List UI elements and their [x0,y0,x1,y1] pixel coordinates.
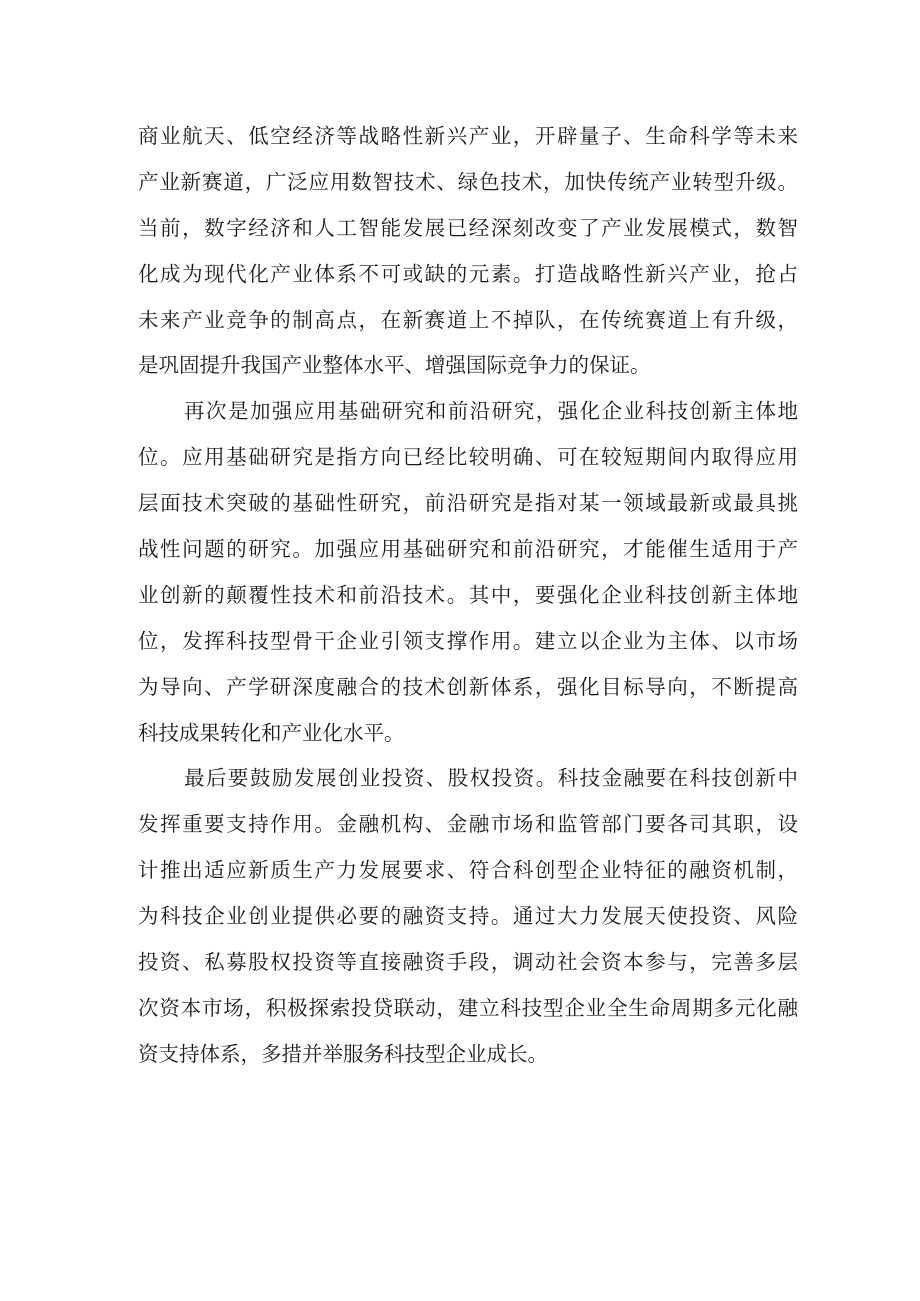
paragraph-2 [138,389,798,756]
text-line: 业创新的颠覆性技术和前沿技术。其中，要强化企业科技创新主体地 [138,582,798,607]
text-line: 次资本市场，积极探索投贷联动，建立科技型企业全生命周期多元化融 [138,995,798,1020]
text-line: 是巩固提升我国产业整体水平、增强国际竞争力的保证。 [138,353,651,378]
text-line: 产业新赛道，广泛应用数智技术、绿色技术，加快传统产业转型升级。 [138,169,798,194]
text-line: 为导向、产学研深度融合的技术创新体系，强化目标导向，不断提高 [138,674,798,699]
text-line: 最后要鼓励发展创业投资、股权投资。科技金融要在科技创新中 [184,766,798,791]
text-line: 科技成果转化和产业化水平。 [138,720,405,745]
text-line: 未来产业竞争的制高点，在新赛道上不掉队，在传统赛道上有升级， [138,307,798,332]
text-line: 当前，数字经济和人工智能发展已经深刻改变了产业发展模式，数智 [138,215,798,240]
text-line: 战性问题的研究。加强应用基础研究和前沿研究，才能催生适用于产 [138,537,798,562]
text-line: 发挥重要支持作用。金融机构、金融市场和监管部门要各司其职，设 [138,812,798,837]
text-line: 资支持体系，多措并举服务科技型企业成长。 [138,1041,548,1066]
text-line: 位，发挥科技型骨干企业引领支撑作用。建立以企业为主体、以市场 [138,628,798,653]
text-line: 商业航天、低空经济等战略性新兴产业，开辟量子、生命科学等未来 [138,124,798,148]
text-line: 投资、私募股权投资等直接融资手段，调动社会资本参与，完善多层 [138,950,798,975]
paragraph-3 [138,756,798,1077]
text-line: 化成为现代化产业体系不可或缺的元素。打造战略性新兴产业，抢占 [138,261,798,286]
text-line: 层面技术突破的基础性研究，前沿研究是指对某一领域最新或最具挑 [138,491,798,516]
text-line: 为科技企业创业提供必要的融资支持。通过大力发展天使投资、风险 [138,904,798,929]
paragraph-1 [138,114,798,389]
document-body [138,114,798,1078]
text-line: 计推出适应新质生产力发展要求、符合科创型企业特征的融资机制， [138,858,798,883]
text-line: 位。应用基础研究是指方向已经比较明确、可在较短期间内取得应用 [138,445,798,470]
text-line: 再次是加强应用基础研究和前沿研究，强化企业科技创新主体地 [184,399,798,424]
